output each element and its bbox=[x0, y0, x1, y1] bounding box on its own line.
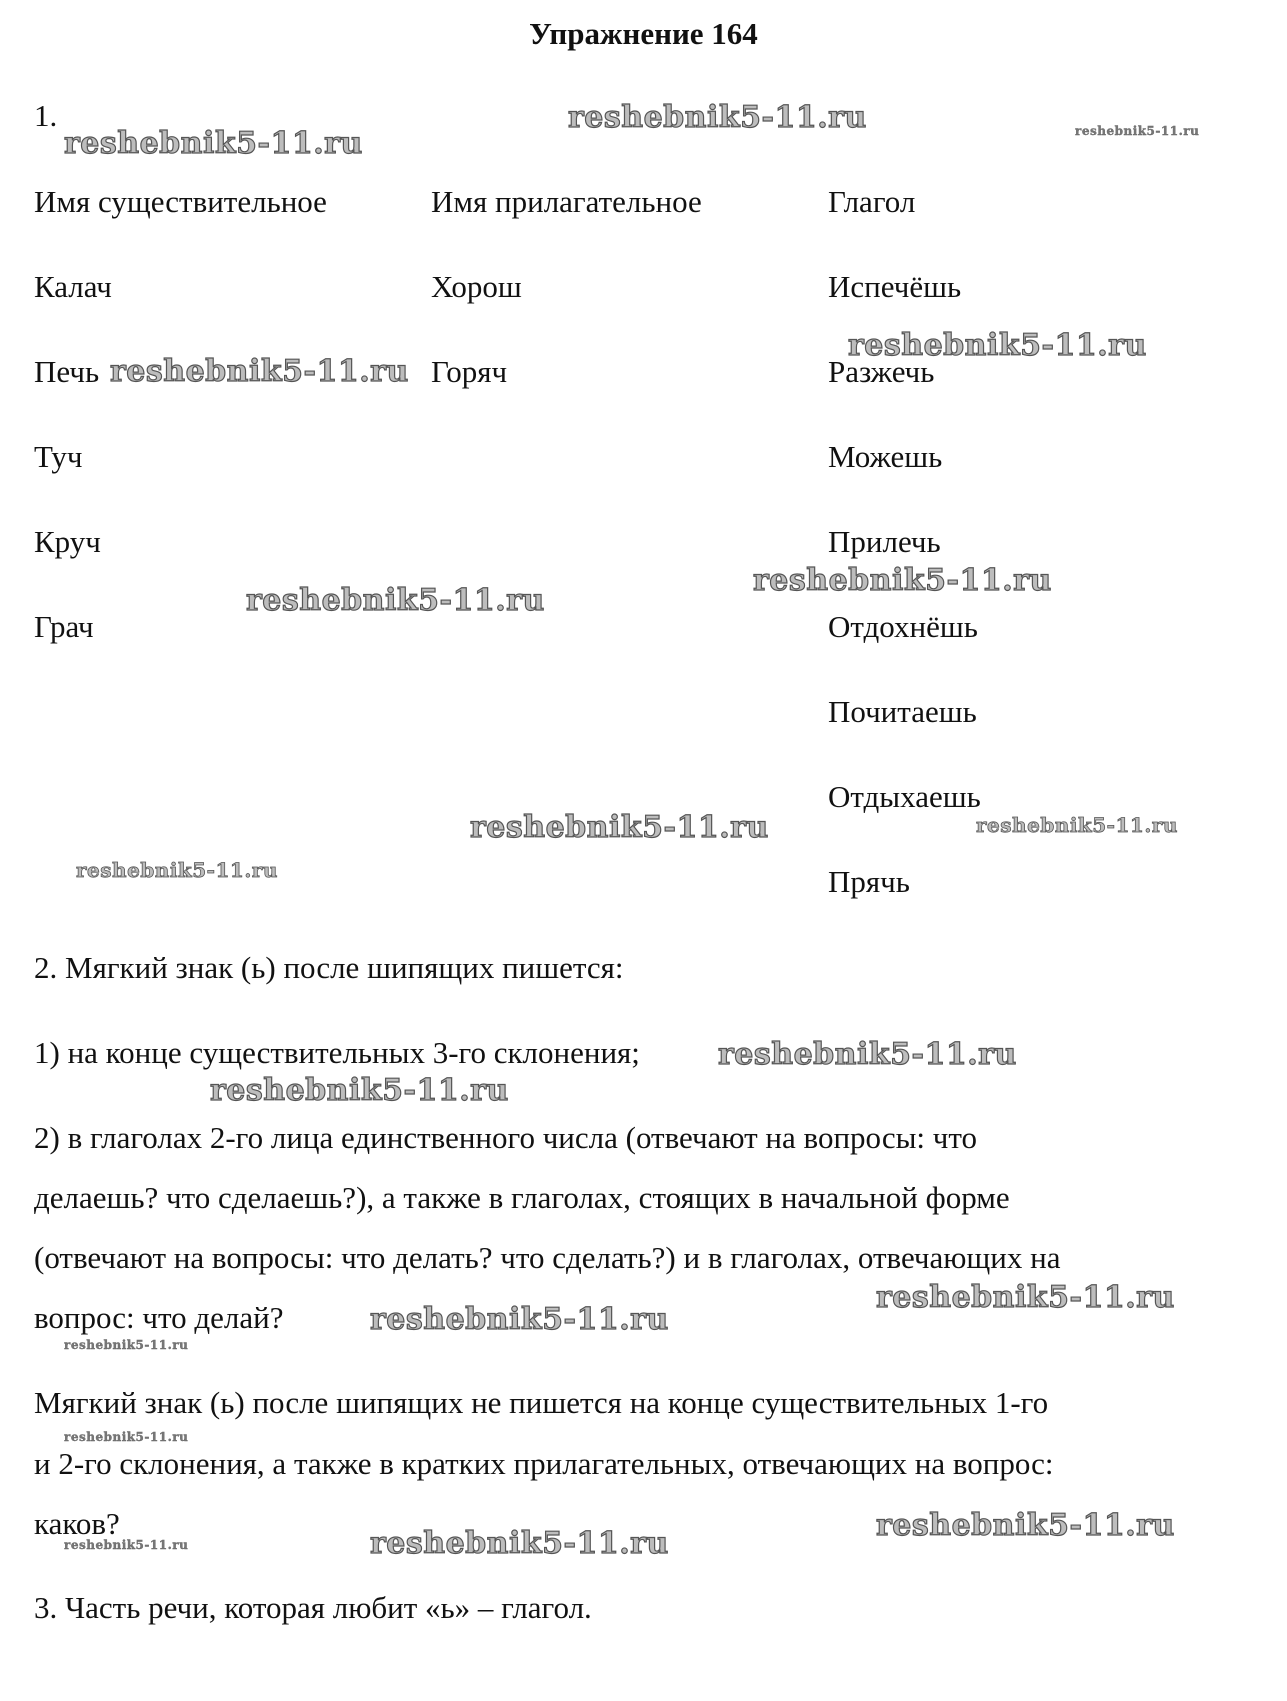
noun-item: Печь bbox=[34, 354, 100, 389]
watermark: reshebnik5-11.ru bbox=[210, 1073, 509, 1108]
watermark: reshebnik5-11.ru bbox=[246, 583, 545, 618]
watermark: reshebnik5-11.ru bbox=[568, 100, 867, 135]
verb-item: Можешь bbox=[828, 439, 943, 474]
not-rule-line: и 2-го склонения, а также в кратких прилагательных, отвечающих на вопрос: bbox=[34, 1446, 1054, 1481]
rule-2-line: вопрос: что делай? bbox=[34, 1300, 284, 1335]
watermark: reshebnik5-11.ru bbox=[76, 858, 278, 882]
verb-item: Разжечь bbox=[828, 354, 935, 389]
adjective-item: Хорош bbox=[431, 269, 522, 304]
section-3-text: 3. Часть речи, которая любит «ь» – глагол. bbox=[34, 1590, 592, 1625]
not-rule-line: Мягкий знак (ь) после шипящих не пишется на конце существительных 1-го bbox=[34, 1385, 1049, 1420]
verb-item: Почитаешь bbox=[828, 694, 977, 729]
page-title: Упражнение 164 bbox=[529, 16, 758, 51]
rule-2-line: (отвечают на вопросы: что делать? что сделать?) и в глаголах, отвечающих на bbox=[34, 1240, 1061, 1275]
watermark: reshebnik5-11.ru bbox=[370, 1302, 669, 1337]
section-2-heading: 2. Мягкий знак (ь) после шипящих пишется: bbox=[34, 950, 624, 985]
rule-2-line: делаешь? что сделаешь?), а также в глаголах, стоящих в начальной форме bbox=[34, 1180, 1010, 1215]
watermark: reshebnik5-11.ru bbox=[470, 810, 769, 845]
verb-item: Прилечь bbox=[828, 524, 941, 559]
watermark: reshebnik5-11.ru bbox=[848, 328, 1147, 363]
watermark: reshebnik5-11.ru bbox=[64, 1538, 189, 1552]
noun-item: Калач bbox=[34, 269, 112, 304]
watermark: reshebnik5-11.ru bbox=[876, 1508, 1175, 1543]
not-rule-line: каков? bbox=[34, 1506, 120, 1541]
watermark: reshebnik5-11.ru bbox=[64, 1338, 189, 1352]
rule-1: 1) на конце существительных 3-го склонения; bbox=[34, 1035, 640, 1070]
rule-2-line: 2) в глаголах 2-го лица единственного числа (отвечают на вопросы: что bbox=[34, 1120, 978, 1155]
watermark: reshebnik5-11.ru bbox=[370, 1526, 669, 1561]
verb-item: Испечёшь bbox=[828, 269, 962, 304]
watermark: reshebnik5-11.ru bbox=[64, 126, 363, 161]
section-1-number: 1. bbox=[34, 98, 58, 133]
header-verb: Глагол bbox=[828, 184, 916, 219]
verb-item: Прячь bbox=[828, 864, 910, 899]
noun-item: Грач bbox=[34, 609, 94, 644]
header-noun: Имя существительное bbox=[34, 184, 327, 219]
watermark: reshebnik5-11.ru bbox=[876, 1280, 1175, 1315]
watermark: reshebnik5-11.ru bbox=[1075, 124, 1200, 138]
watermark: reshebnik5-11.ru bbox=[718, 1037, 1017, 1072]
watermark: reshebnik5-11.ru bbox=[753, 563, 1052, 598]
adjective-item: Горяч bbox=[431, 354, 508, 389]
watermark: reshebnik5-11.ru bbox=[976, 813, 1178, 837]
header-adjective: Имя прилагательное bbox=[431, 184, 702, 219]
verb-item: Отдохнёшь bbox=[828, 609, 978, 644]
noun-item: Круч bbox=[34, 524, 101, 559]
watermark: reshebnik5-11.ru bbox=[110, 354, 409, 389]
verb-item: Отдыхаешь bbox=[828, 779, 981, 814]
watermark: reshebnik5-11.ru bbox=[64, 1430, 189, 1444]
noun-item: Туч bbox=[34, 439, 83, 474]
